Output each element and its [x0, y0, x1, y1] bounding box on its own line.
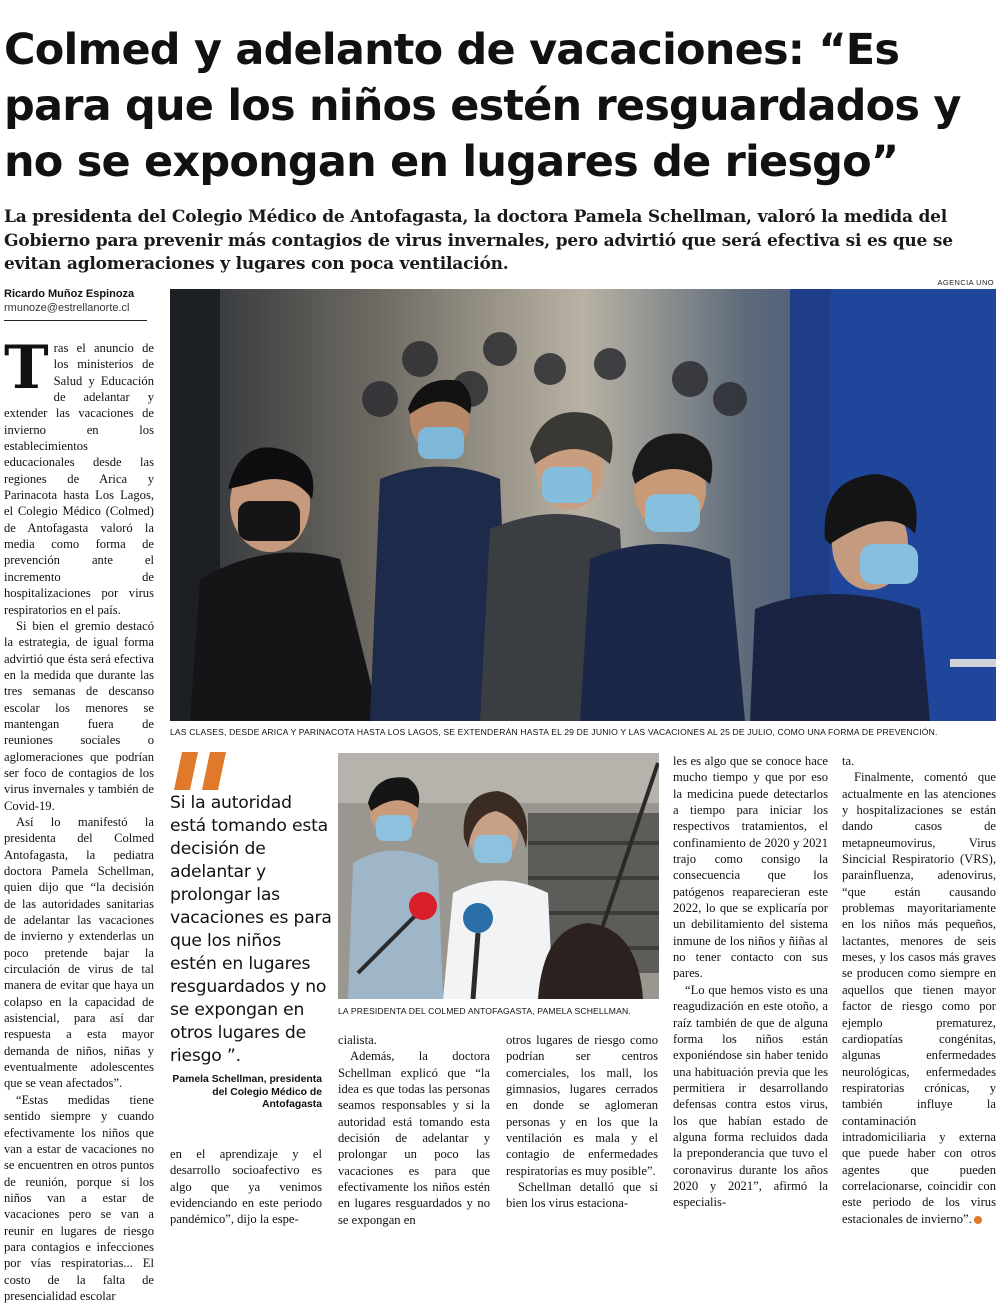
author-email[interactable]: rmunoze@estrellanorte.cl [4, 302, 130, 314]
body-column-6 [842, 753, 996, 1227]
article-deck: La presidenta del Colegio Médico de Antofagasta, la doctora Pamela Schellman, valoró la medida del Gobierno para prevenir más contagios de virus invernales, pero advirtió que será efectiva si es que se evitan aglomeraciones y lugares con poca ventilación. [4, 207, 953, 274]
main-photo-caption: LAS CLASES, DESDE ARICA Y PARINACOTA HASTA LOS LAGOS, SE EXTENDERÁN HASTA EL 29 DE JUNIO Y LAS VACACIONES AL 25 DE JULIO, COMO UNA FORMA DE PREVENCIÓN. [170, 727, 938, 737]
body-column-4 [506, 1032, 658, 1212]
paragraph: ta. [842, 754, 855, 768]
photo-credit: AGENCIA UNO [937, 278, 994, 287]
author-name: Ricardo Muñoz Espinoza [4, 288, 135, 300]
paragraph: en el aprendizaje y el desarrollo socioafectivo es algo que ya venimos evidenciando en este periodo pandémico”, dijo la espe- [170, 1147, 322, 1227]
drop-cap: T [4, 333, 49, 403]
paragraph: “Estas medidas tiene sentido siempre y cuando efectivamente los niños que van a estar de vacaciones no se encuentren en otros puntos de reunión, porque si los niños van a estar de vacaciones pero se van a reunir en lugares de riesgo para contagios e infecciones por vías respiratorias... El costo de la falta de presencialidad escolar [4, 1092, 154, 1303]
end-mark-icon [974, 1216, 982, 1224]
paragraph: Tras el anuncio de los ministerios de Salud y Educación de adelantar y extender las vacaciones de invierno en los establecimientos educacionales desde las regiones de Arica y Parinacota hasta Los Lagos, el Colegio Médico (Colmed) de Antofagasta valoró la media como forma de prevención ante el incremento de hospitalizaciones por virus respiratorios en el país. [4, 333, 154, 617]
body-column-2 [170, 1146, 322, 1228]
students-illustration [170, 289, 996, 721]
second-photo-schellman [338, 753, 659, 999]
article-headline: Colmed y adelanto de vacaciones: “Es para que los niños estén resguardados y no se expongan en lugares de riesgo” [4, 25, 961, 187]
paragraph: les es algo que se conoce hace mucho tiempo y que por eso la medicina puede detectarlos a tiempo para iniciar los respectivos tratamientos, el confinamiento de 2020 y 2021 trajo como consigo la consecuencia que los patógenos reaparecieran este 2022, lo que se explicaría por un debilitamiento del sistema inmune de los niños y ñiñas al no tener contacto con sus pares. [673, 754, 828, 981]
paragraph: Además, la doctora Schellman explicó que “la idea es que todas las personas seamos responsables y si la autoridad está tomando esta decisión de adelantar y prolongar un poco las vacaciones es para que efectivamente los niños estén en lugares resguardados y no se expongan en [338, 1049, 490, 1227]
paragraph: cialista. [338, 1033, 377, 1047]
pull-quote-attribution: Pamela Schellman, presidenta del Colegio Médico de Antofagasta [172, 1074, 322, 1110]
body-column-1 [4, 333, 154, 1304]
byline-divider [4, 320, 147, 321]
paragraph: Finalmente, comentó que actualmente en las atenciones y hospitalizaciones se están dando casos de metapneumovirus, Virus Sincicial Respiratorio (VRS), parainfluenza, adenovirus, “que están causando problemas mayoritariamente en los niños más pequeños, lactantes, menores de seis meses, y los casos más graves se producen como siempre en aquellos que tienen mayor factor de riesgo como por ejemplo prematurez, cardiopatías congénitas, algunas enfermedades neurológicas, enfermedades respiratorias crónicas, y también influye la contaminación intradomiciliaria y externa que puede haber con otros agentes que pueden correlacionarse, coincidir con este periodo de los virus estacionales de invierno”. [842, 770, 996, 1226]
paragraph: Así lo manifestó la presidenta del Colmed Antofagasta, la pediatra doctora Pamela Schellman, quien dijo que “la decisión de las autoridades sanitarias de adelantar las vacaciones de invierno y extenderlas un poco pretende bajar la circulación de virus de tal manera de evitar que haya un colapso en la capacidad de asistencial, para así dar respuesta a esta mayor demanda de niños, niñas y eventualmente adolescentes que se vean afectados”. [4, 814, 154, 1091]
body-column-3 [338, 1032, 490, 1228]
paragraph: Schellman detalló que si bien los virus estaciona- [506, 1180, 658, 1211]
pull-quote: Si la autoridad está tomando esta decisión de adelantar y prolongar las vacaciones es para que los niños estén en lugares resguardados y no se expongan en otros lugares de riesgo ”. [170, 793, 332, 1066]
paragraph: Si bien el gremio destacó la estrategia, de igual forma advirtió que ésta será efectiva en la medida que durante las tres semanas de descanso escolar los menores se mantengan fuera de reuniones sociales o aglomeraciones que podrían ser foco de contagios de los virus invernales y también de Covid-19. [4, 618, 154, 813]
main-photo-students [170, 289, 996, 721]
second-photo-caption: LA PRESIDENTA DEL COLMED ANTOFAGASTA, PAMELA SCHELLMAN. [338, 1006, 631, 1016]
body-column-5 [673, 753, 828, 1211]
interview-illustration [338, 753, 659, 999]
paragraph: “Lo que hemos visto es una reagudización en este otoño, a raíz también de que de alguna forma los niños están exponiéndose sin haber tenido una habituación previa que les permitiera ir desarrollando defensas contra estos virus, los que habían estado de alguna forma recluidos dada la preponderancia que tuvo el coronavirus durante los años 2020 y 2021”, afirmó la especialis- [673, 982, 828, 1210]
paragraph: otros lugares de riesgo como podrían ser centros comerciales, los mall, los gimnasios, lugares cerrados en donde se aglomeran personas y en los que la ventilación es mala y el contagio de enfermedades respiratorias es muy posible”. [506, 1033, 658, 1178]
